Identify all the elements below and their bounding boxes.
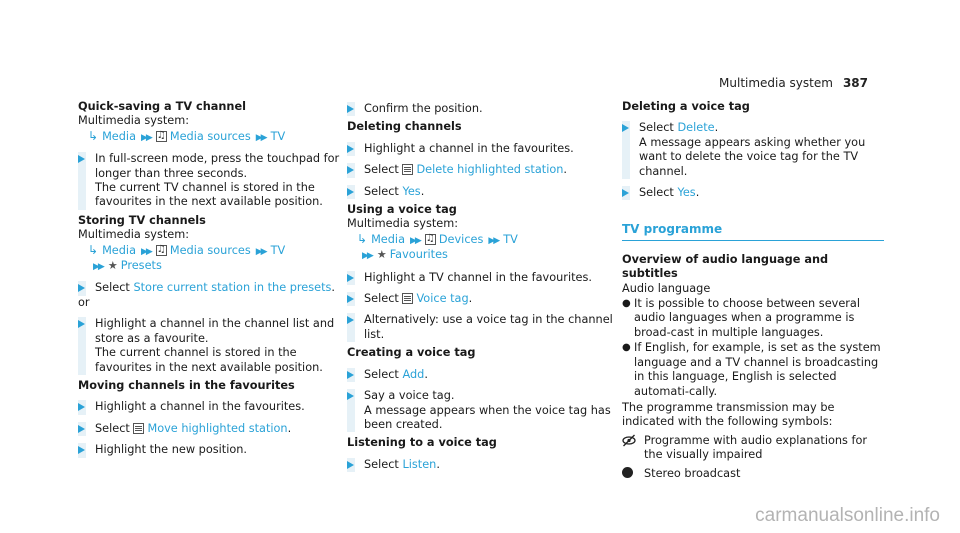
heading-quick-saving: Quick-saving a TV channel [78, 100, 246, 113]
step: Select Add. [347, 368, 615, 382]
path-media-sources[interactable]: Media sources [169, 243, 251, 257]
heading-listening: Listening to a voice tag [347, 436, 497, 450]
or-text: or [78, 295, 90, 309]
yes-link[interactable]: Yes [402, 184, 421, 198]
list-item: ● It is possible to choose between several audio languages when a programme is broad-cast in multiple languages. [622, 297, 860, 339]
step: Select Listen. [347, 458, 615, 472]
step-arrow-icon [347, 166, 354, 174]
path-devices[interactable]: Devices [438, 232, 484, 246]
step-arrow-icon [347, 145, 354, 153]
chevron-right-icon: ▶▶ [488, 235, 499, 246]
step: Select Delete highlighted station. [347, 163, 615, 177]
path-media[interactable]: Media [102, 243, 136, 257]
step-arrow-icon [78, 446, 85, 454]
heading-overview: Overview of audio language and subtitles [622, 252, 829, 281]
media-sources-icon [156, 245, 167, 256]
step-arrow-icon [347, 392, 354, 400]
section-title: Multimedia system [719, 76, 833, 90]
list-item: ● If English, for example, is set as the system language and a TV channel is broadcasting in this language, English is selected automati-cally. [622, 341, 881, 398]
stereo-icon [622, 467, 644, 481]
transmission-text: The programme transmission may be indicated with the following symbols: [622, 400, 835, 429]
path-media[interactable]: Media [371, 232, 405, 246]
voice-tag-link[interactable]: Voice tag [416, 292, 469, 306]
heading-deleting: Deleting channels [347, 120, 462, 134]
add-link[interactable]: Add [402, 367, 425, 381]
move-link[interactable]: Move highlighted station [147, 421, 288, 435]
menu-label: Multimedia system: [347, 217, 459, 231]
menu-icon [402, 293, 413, 304]
step: Select Voice tag. [347, 292, 615, 306]
audio-description-icon [622, 434, 644, 463]
nav-path [357, 232, 615, 248]
step: Confirm the position. [347, 102, 615, 116]
path-tv[interactable]: TV [270, 129, 286, 143]
step: Highlight a channel in the channel list and store as a favourite. The current channel is stored in the favourites in the next available position. [78, 317, 340, 375]
path-tv[interactable]: TV [270, 243, 286, 257]
step-arrow-icon [78, 320, 85, 328]
path-favourites[interactable]: Favourites [389, 248, 448, 262]
step: Select Delete. A message appears asking whether you want to delete the voice tag for the TV channel. [622, 121, 884, 179]
nav-path [88, 243, 340, 259]
media-sources-icon [156, 131, 167, 142]
path-media-sources[interactable]: Media sources [169, 129, 251, 143]
chevron-right-icon: ▶▶ [255, 132, 266, 143]
return-arrow-icon: ↳ [357, 231, 368, 246]
page-number: 387 [842, 76, 868, 90]
step-arrow-icon [347, 371, 354, 379]
step-arrow-icon [78, 403, 85, 411]
heading-deleting-voice-tag: Deleting a voice tag [622, 100, 750, 113]
column-right [622, 100, 884, 481]
section-tv-programme: TV programme [622, 222, 884, 240]
step-result: The current TV channel is stored in the favourites in the next available position. [95, 181, 323, 209]
path-presets[interactable]: Presets [120, 259, 162, 273]
step-arrow-icon [347, 188, 354, 196]
step [78, 152, 340, 210]
chevron-right-icon: ▶▶ [141, 132, 151, 143]
step: Alternatively: use a voice tag in the channel list. [347, 313, 615, 342]
bullet-icon: ● [622, 342, 631, 354]
listen-link[interactable]: Listen [402, 457, 437, 471]
path-tv[interactable]: TV [503, 232, 518, 246]
step-arrow-icon [347, 461, 354, 469]
step-arrow-icon [78, 425, 85, 433]
return-arrow-icon: ↳ [88, 128, 99, 143]
nav-path [88, 129, 340, 145]
step-arrow-icon [622, 124, 629, 132]
step-arrow-icon [347, 316, 354, 324]
step: Highlight a channel in the favourites. [78, 400, 340, 414]
path-media[interactable]: Media [102, 129, 136, 143]
heading-creating: Creating a voice tag [347, 346, 476, 360]
bullet-icon: ● [622, 298, 631, 310]
heading-moving: Moving channels in the favourites [78, 378, 295, 392]
audio-language-label: Audio language [622, 281, 711, 295]
step-arrow-icon [78, 155, 85, 163]
page-header [719, 76, 868, 90]
heading-voice-tag: Using a voice tag [347, 203, 457, 217]
column-middle [347, 100, 615, 472]
store-link[interactable]: Store current station in the presets [133, 281, 332, 295]
chevron-right-icon: ▶▶ [141, 246, 151, 257]
delete-link[interactable]: Delete [677, 121, 715, 135]
menu-icon [402, 164, 413, 175]
nav-path-cont [88, 259, 340, 274]
star-icon: ★ [107, 259, 118, 273]
yes-link[interactable]: Yes [677, 186, 696, 200]
step: Select Yes. [622, 186, 884, 200]
heading-storing: Storing TV channels [78, 213, 206, 227]
chevron-right-icon: ▶▶ [410, 235, 420, 246]
watermark: carmanualsonline.info [755, 505, 940, 526]
chevron-right-icon: ▶▶ [93, 262, 103, 273]
return-arrow-icon: ↳ [88, 242, 99, 257]
menu-label: Multimedia system: [78, 114, 190, 128]
chevron-right-icon: ▶▶ [362, 251, 372, 262]
step-arrow-icon [347, 105, 354, 113]
menu-label: Multimedia system: [78, 228, 190, 242]
step: Select Store current station in the presets. [78, 281, 340, 295]
step-arrow-icon [78, 284, 85, 292]
menu-icon [133, 423, 144, 434]
column-left [78, 100, 340, 458]
step: Highlight the new position. [78, 443, 340, 457]
chevron-right-icon: ▶▶ [255, 246, 266, 257]
devices-icon [425, 234, 436, 245]
step: Select Move highlighted station. [78, 422, 340, 436]
step: Select Yes. [347, 185, 615, 199]
step-arrow-icon [347, 295, 354, 303]
step: Say a voice tag. A message appears when the voice tag has been created. [347, 389, 615, 432]
delete-station-link[interactable]: Delete highlighted station [416, 163, 564, 177]
step: Highlight a channel in the favourites. [347, 142, 615, 156]
step-text: In full-screen mode, press the touchpad for longer than three seconds. [95, 152, 340, 180]
step-arrow-icon [347, 274, 354, 282]
nav-path-cont [357, 248, 615, 263]
star-icon: ★ [376, 248, 387, 262]
step-arrow-icon [622, 189, 629, 197]
symbol-row: Programme with audio explanations for the visually impaired [622, 434, 884, 463]
step: Highlight a TV channel in the favourites. [347, 271, 615, 285]
symbol-row: Stereo broadcast [622, 467, 884, 481]
